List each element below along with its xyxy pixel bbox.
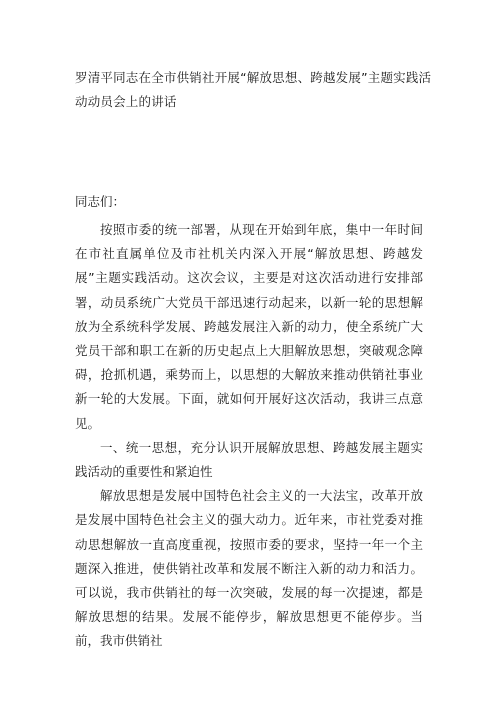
paragraph: 按照市委的统一部署，从现在开始到年底，集中一年时间在市社直属单位及市社机关内深入开展“解放思想、跨越发展”主题实践活动。这次会议，主要是对这次活动进行安排部署，动员系统广大党员干部迅速行动起来，以新一轮的思想解放为全系统科学发展、跨越发展注入新的动力，使全系统广大党员干部和职工在新的历史起点上大胆解放思想，突破观念障碍，抢抓机遇，乘势而上，以思想的大解放来推动供销社事业新一轮的大发展。下面，就如何开展好这次活动，我讲三点意见。 xyxy=(75,222,423,431)
section-heading: 一、统一思想，充分认识开展解放思想、跨越发展主题实践活动的重要性和紧迫性 xyxy=(75,439,423,480)
paragraph: 解放思想是发展中国特色社会主义的一大法宝，改革开放是发展中国特色社会主义的强大动力。近年来，市社党委对推动思想解放一直高度重视，按照市委的要求，坚持一年一个主题深入推进，使供销社改革和发展不断注入新的动力和活力。可以说，我市供销社的每一次突破，发展的每一次提速，都是解放思想的结果。发展不能停步，解放思想更不能停步。当前，我市供销社 xyxy=(75,488,423,649)
document-title: 罗清平同志在全市供销社开展“解放思想、跨越发展”主题实践活动动员会上的讲话 xyxy=(75,70,432,109)
document-body xyxy=(75,218,423,654)
salutation: 同志们： xyxy=(75,194,126,209)
